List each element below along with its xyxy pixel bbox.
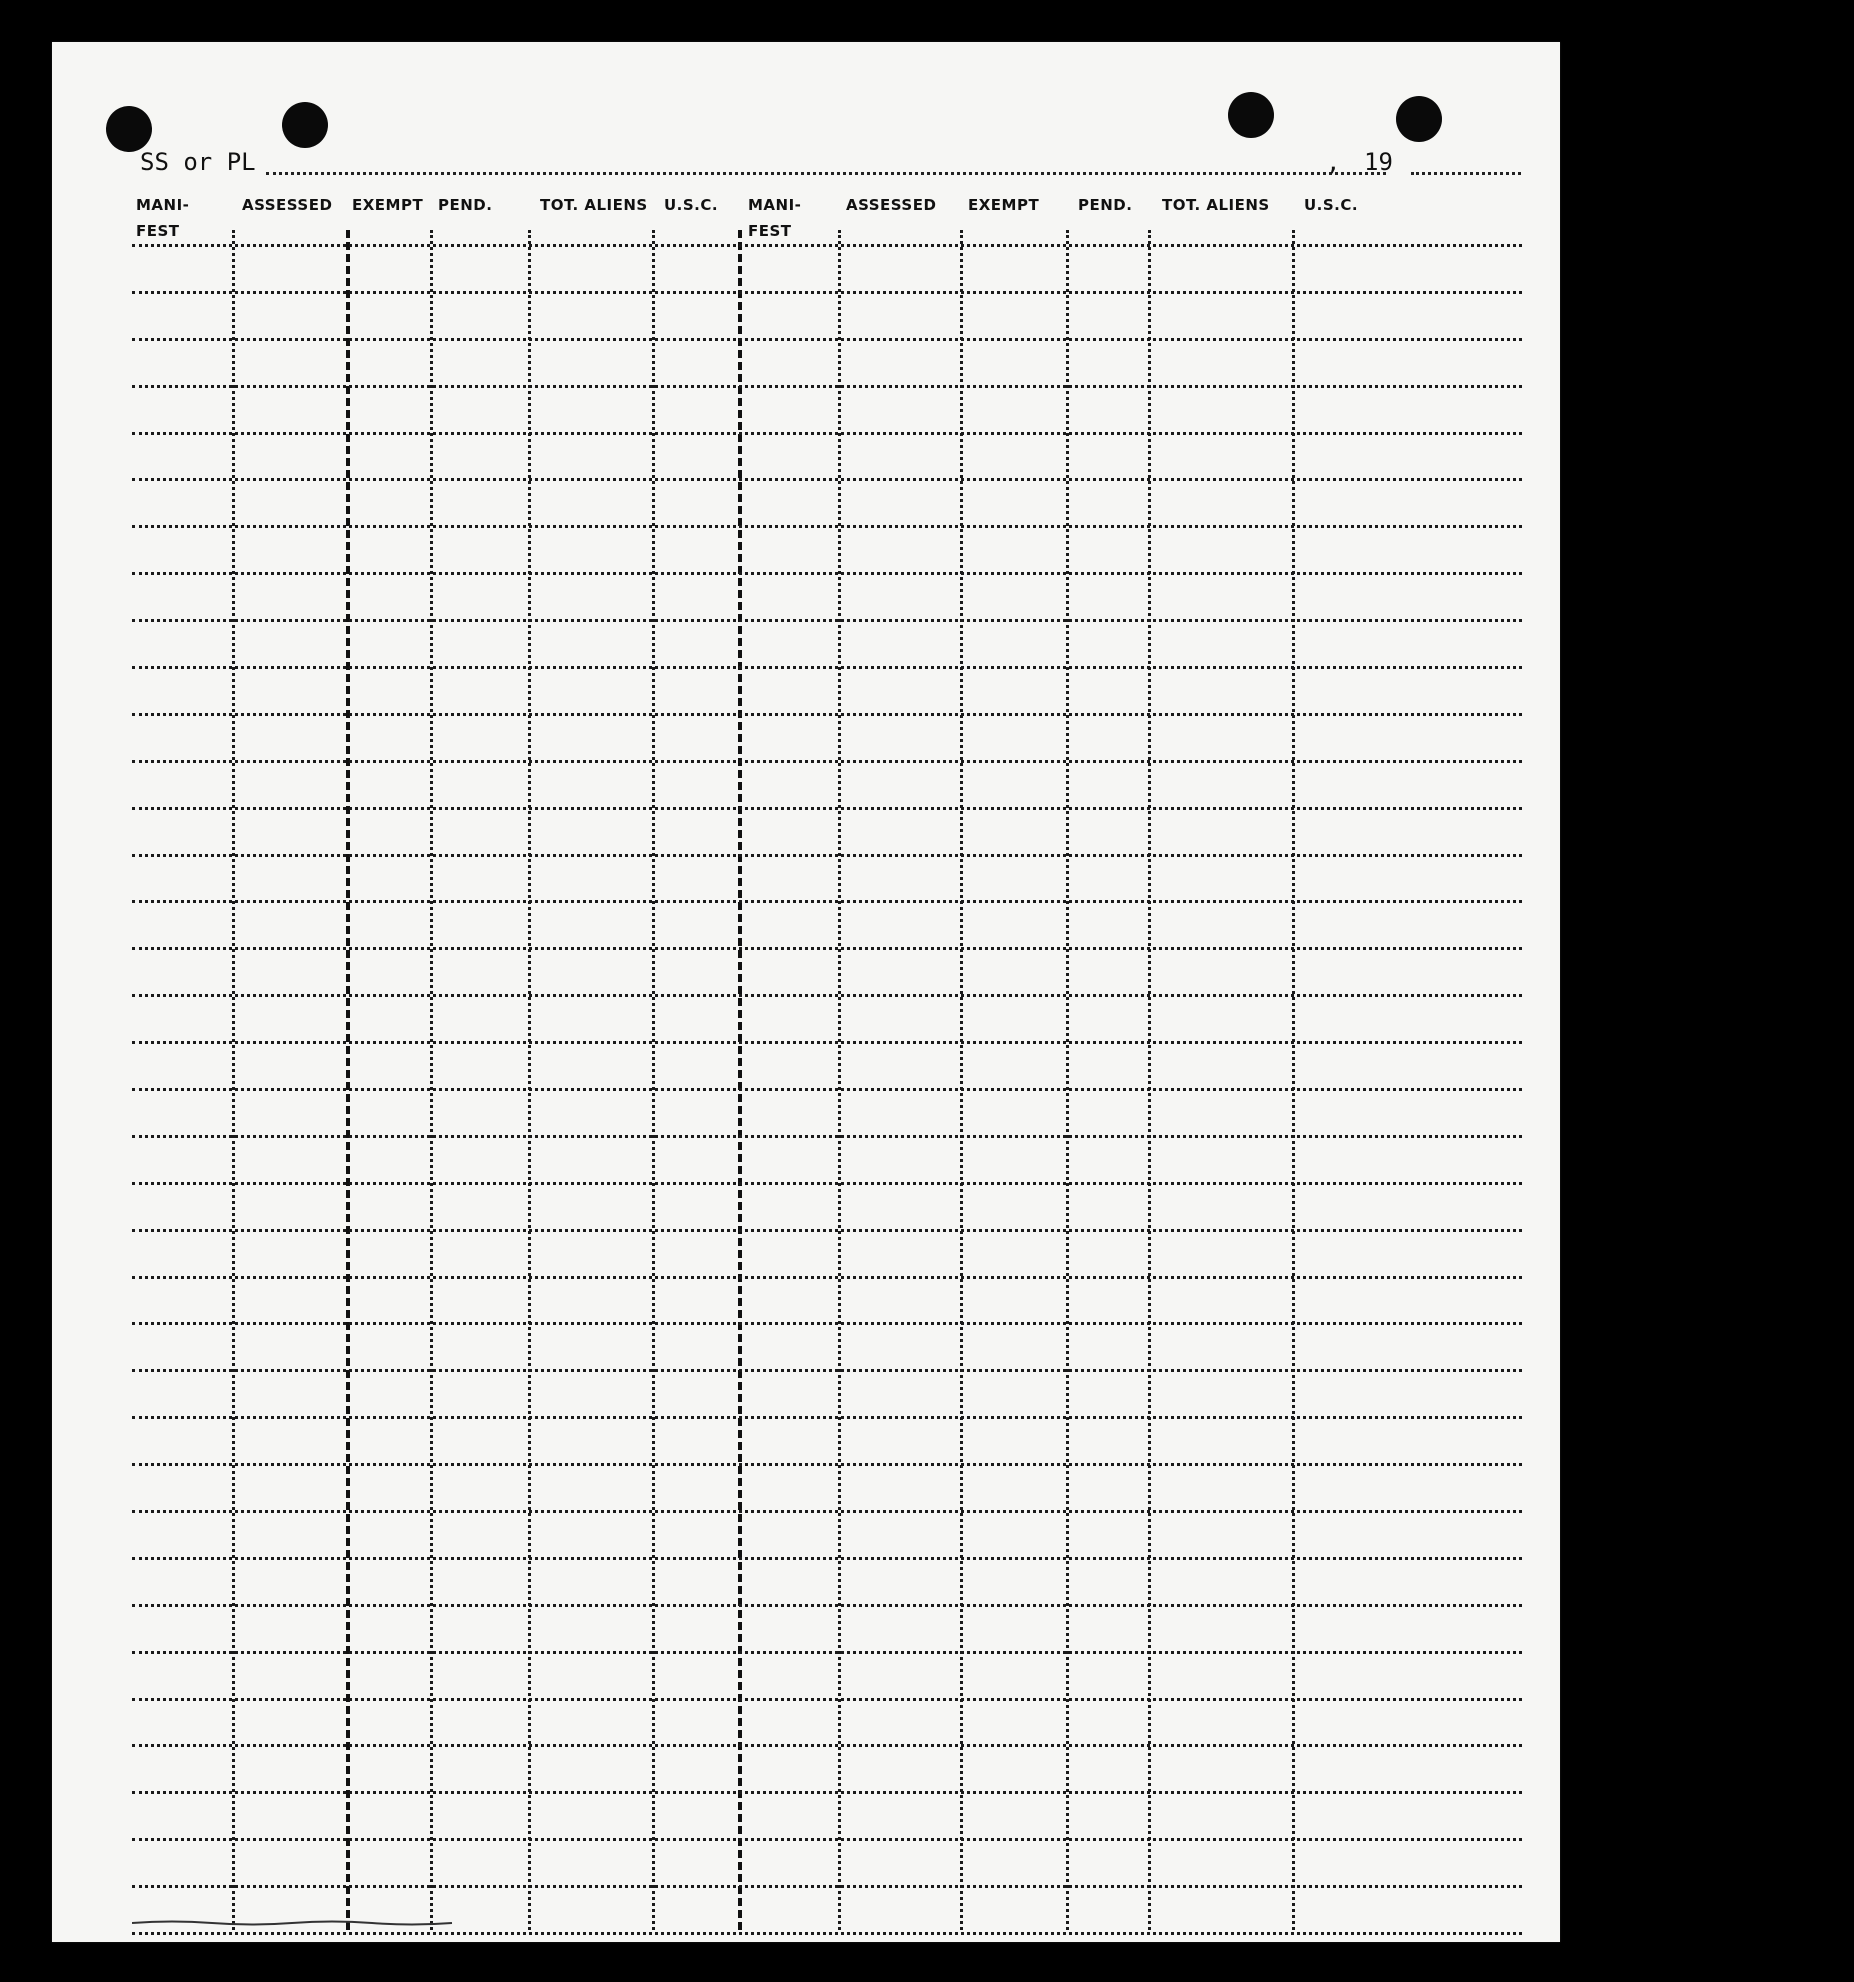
year-prefix: 19	[1364, 148, 1393, 176]
row-rule	[132, 1416, 1522, 1419]
row-rule	[132, 1838, 1522, 1841]
row-rule	[132, 1182, 1522, 1185]
punch-hole-icon	[1396, 96, 1442, 142]
row-rule	[132, 807, 1522, 810]
column-divider	[960, 230, 963, 1930]
col-header-pend-1: PEND.	[438, 196, 493, 214]
row-rule	[132, 760, 1522, 763]
row-rule	[132, 1276, 1522, 1279]
row-rule	[132, 713, 1522, 716]
row-rule	[132, 666, 1522, 669]
column-divider	[1066, 230, 1069, 1930]
col-header-usc-2: U.S.C.	[1304, 196, 1359, 214]
row-rule	[132, 1698, 1522, 1701]
vessel-label: SS or PL	[140, 148, 256, 176]
row-rule	[132, 1744, 1522, 1747]
column-divider	[232, 230, 235, 1930]
row-rule	[132, 572, 1522, 575]
col-header-pend-2: PEND.	[1078, 196, 1133, 214]
row-rule	[132, 1088, 1522, 1091]
row-rule	[132, 1369, 1522, 1372]
row-rule	[132, 1322, 1522, 1325]
row-rule	[132, 1932, 1522, 1935]
row-rule	[132, 338, 1522, 341]
row-rule	[132, 1791, 1522, 1794]
manifest-grid	[132, 192, 1522, 1932]
column-divider	[430, 230, 433, 1930]
column-divider	[346, 230, 350, 1930]
vessel-name-field[interactable]	[266, 172, 1386, 175]
col-header-tot-aliens-2: TOT. ALIENS	[1162, 196, 1270, 214]
column-divider	[1292, 230, 1295, 1930]
row-rule	[132, 1229, 1522, 1232]
row-rule	[132, 1041, 1522, 1044]
punch-hole-icon	[282, 102, 328, 148]
col-header-exempt-2: EXEMPT	[968, 196, 1040, 214]
torn-edge-mark	[132, 1918, 1522, 1928]
row-rule	[132, 244, 1522, 247]
row-rule	[132, 947, 1522, 950]
row-rule	[132, 1885, 1522, 1888]
column-divider	[652, 230, 655, 1930]
row-rule	[132, 1510, 1522, 1513]
col-header-assessed-2: ASSESSED	[846, 196, 937, 214]
vessel-date-line	[136, 146, 1516, 186]
row-rule	[132, 1135, 1522, 1138]
row-rule	[132, 994, 1522, 997]
row-rule	[132, 525, 1522, 528]
column-divider	[1148, 230, 1151, 1930]
column-divider	[838, 230, 841, 1930]
punch-hole-icon	[1228, 92, 1274, 138]
date-comma: ,	[1326, 148, 1341, 176]
col-header-manifest-2: MANI- FEST	[748, 196, 802, 240]
row-rule	[132, 900, 1522, 903]
row-rule	[132, 432, 1522, 435]
row-rule	[132, 1651, 1522, 1654]
row-rule	[132, 1604, 1522, 1607]
form-page	[52, 42, 1560, 1942]
col-header-assessed-1: ASSESSED	[242, 196, 333, 214]
row-rule	[132, 854, 1522, 857]
row-rule	[132, 619, 1522, 622]
row-rule	[132, 478, 1522, 481]
col-header-exempt-1: EXEMPT	[352, 196, 424, 214]
col-header-usc-1: U.S.C.	[664, 196, 719, 214]
col-header-tot-aliens-1: TOT. ALIENS	[540, 196, 648, 214]
column-divider	[738, 230, 742, 1930]
year-field[interactable]	[1411, 172, 1521, 175]
column-divider	[528, 230, 531, 1930]
row-rule	[132, 1463, 1522, 1466]
row-rule	[132, 1557, 1522, 1560]
col-header-manifest-1: MANI- FEST	[136, 196, 190, 240]
row-rule	[132, 291, 1522, 294]
row-rule	[132, 385, 1522, 388]
